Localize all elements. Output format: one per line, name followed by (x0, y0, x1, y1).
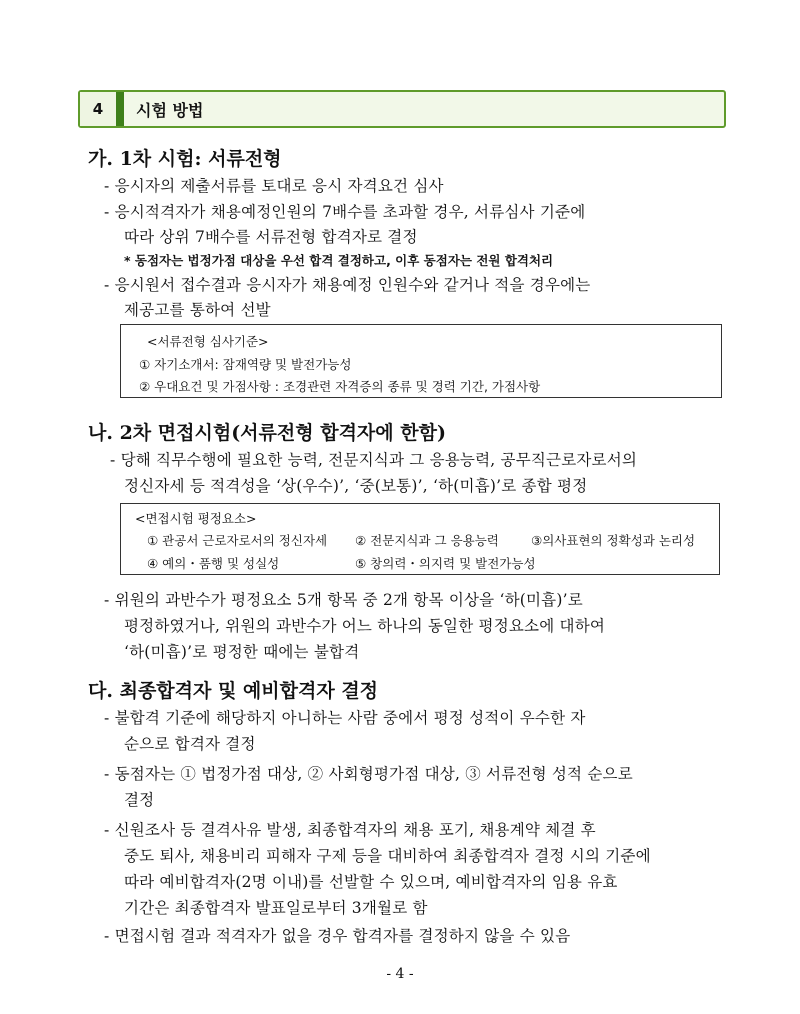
paragraph-line: - 위원의 과반수가 평정요소 5개 항목 중 2개 항목 이상을 ‘하(미흡)’로 (104, 591, 583, 609)
paragraph-line: 정신자세 등 적격성을 ‘상(우수)’, ‘중(보통)’, ‘하(미흡)’로 종합 평정 (124, 477, 588, 495)
document-criteria-box (120, 324, 722, 398)
box-title: <서류전형 심사기준> (147, 334, 269, 349)
criteria-item: ② 우대요건 및 가점사항 : 조경관련 자격증의 종류 및 경력 기간, 가점사항 (139, 379, 541, 394)
paragraph-line: 순으로 합격자 결정 (124, 735, 256, 753)
criteria-item: ③의사표현의 정확성과 논리성 (531, 533, 696, 548)
paragraph-line: 기간은 최종합격자 발표일로부터 3개월로 함 (124, 899, 428, 917)
paragraph-line: - 신원조사 등 결격사유 발생, 최종합격자의 채용 포기, 채용계약 체결 후 (104, 821, 596, 839)
section-title: 시험 방법 (136, 100, 204, 120)
interview-criteria-box (120, 503, 720, 575)
heading-part-b: 나. 2차 면접시험(서류전형 합격자에 한함) (88, 422, 446, 444)
paragraph-line: ‘하(미흡)’로 평정한 때에는 불합격 (124, 643, 360, 661)
tie-note: * 동점자는 법정가점 대상을 우선 합격 결정하고, 이후 동점자는 전원 합격처리 (124, 253, 554, 268)
criteria-item: ④ 예의・품행 및 성실성 (147, 556, 280, 571)
paragraph-line: 중도 퇴사, 채용비리 피해자 구제 등을 대비하여 최종합격자 결정 시의 기준에 (124, 847, 651, 865)
criteria-item: ② 전문지식과 그 응용능력 (355, 533, 499, 548)
paragraph-line: 따라 예비합격자(2명 이내)를 선발할 수 있으며, 예비합격자의 임용 유효 (124, 873, 618, 891)
heading-part-c: 다. 최종합격자 및 예비합격자 결정 (88, 680, 379, 702)
paragraph-line: 결정 (124, 791, 155, 809)
paragraph-line: 제공고를 통하여 선발 (124, 301, 271, 319)
paragraph-line: - 동점자는 ① 법정가점 대상, ② 사회형평가점 대상, ③ 서류전형 성적 순으로 (104, 765, 633, 783)
criteria-item: ① 관공서 근로자로서의 정신자세 (147, 533, 328, 548)
section-header (78, 90, 726, 128)
paragraph-line: - 불합격 기준에 해당하지 아니하는 사람 중에서 평정 성적이 우수한 자 (104, 709, 586, 727)
paragraph-line: - 응시자의 제출서류를 토대로 응시 자격요건 심사 (104, 177, 444, 195)
criteria-item: ⑤ 창의력・의지력 및 발전가능성 (355, 556, 536, 571)
paragraph-line: 따라 상위 7배수를 서류전형 합격자로 결정 (124, 228, 418, 246)
paragraph-line: - 응시적격자가 채용예정인원의 7배수를 초과할 경우, 서류심사 기준에 (104, 203, 586, 221)
paragraph-line: - 응시원서 접수결과 응시자가 채용예정 인원수와 같거나 적을 경우에는 (104, 276, 591, 294)
paragraph-line: - 면접시험 결과 적격자가 없을 경우 합격자를 결정하지 않을 수 있음 (104, 927, 571, 945)
paragraph-line: 평정하였거나, 위원의 과반수가 어느 하나의 동일한 평정요소에 대하여 (124, 617, 606, 635)
paragraph-line: - 당해 직무수행에 필요한 능력, 전문지식과 그 응용능력, 공무직근로자로서의 (110, 451, 638, 469)
page-number: - 4 - (386, 966, 414, 982)
box-title: <면접시험 평정요소> (135, 511, 257, 526)
heading-part-a: 가. 1차 시험: 서류전형 (88, 148, 282, 170)
criteria-item: ① 자기소개서: 잠재역량 및 발전가능성 (139, 357, 352, 372)
section-number: 4 (80, 92, 124, 126)
